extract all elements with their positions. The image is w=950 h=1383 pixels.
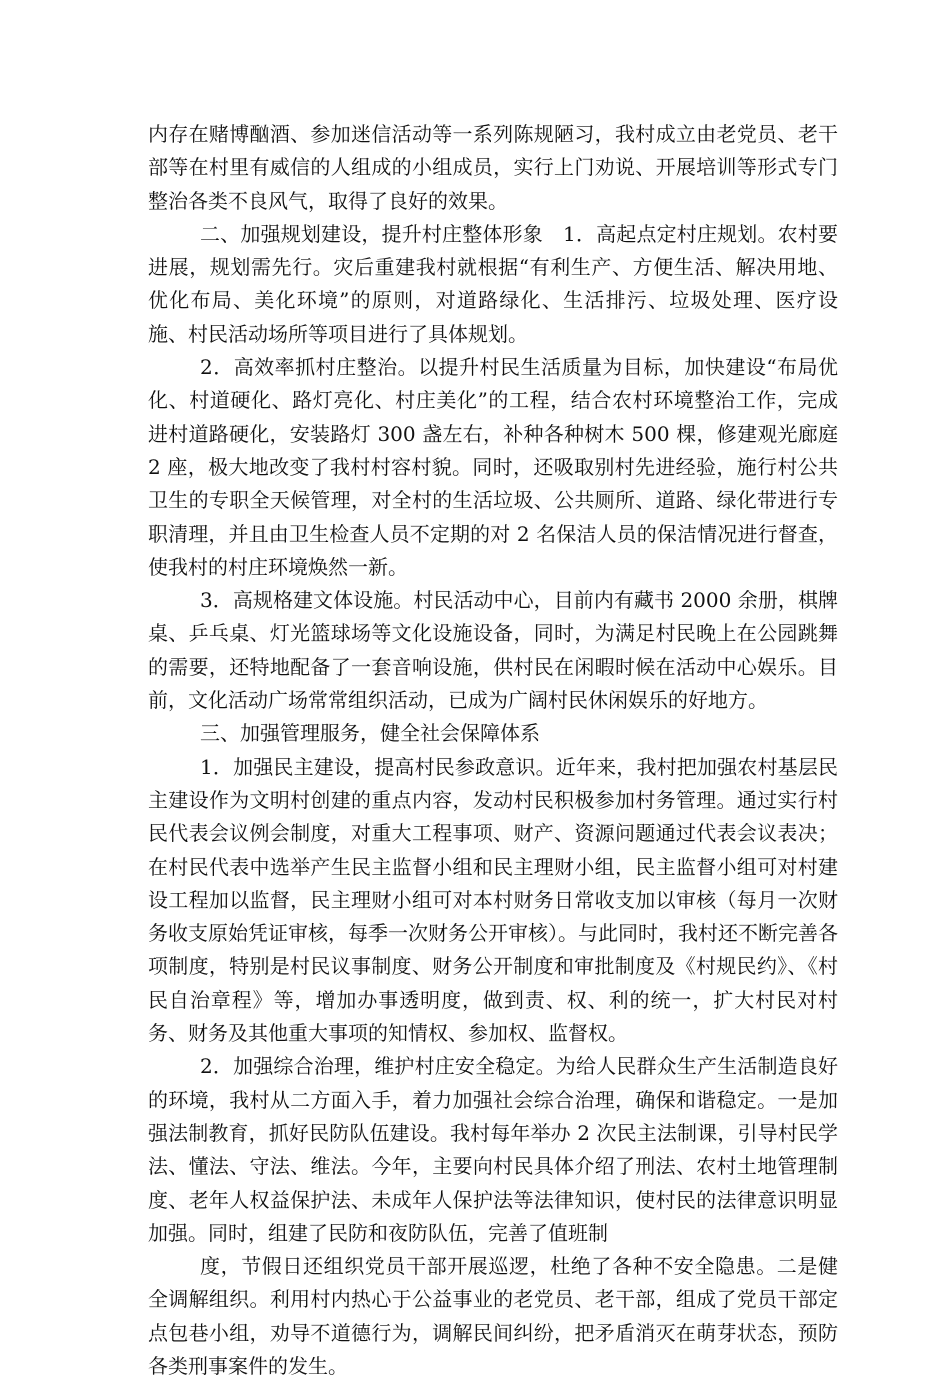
paragraph-section-two-planning: 二、加强规划建设，提升村庄整体形象 1．高起点定村庄规划。农村要进展，规划需先行。灾后重建我村就根据“有利生产、方便生活、解决用地、优化布局、美化环境”的原则，对道路绿化、生活排污、垃圾处理、医疗设施、村民活动场所等项目进行了具体规划。 bbox=[148, 221, 838, 346]
paragraph-intro: 内存在赌博酗酒、参加迷信活动等一系列陈规陋习，我村成立由老党员、老干部等在村里有威信的人组成的小组成员，实行上门劝说、开展培训等形式专门整治各类不良风气，取得了良好的效果。 bbox=[148, 122, 838, 213]
paragraph-village-renovation: 2．高效率抓村庄整治。以提升村民生活质量为目标，加快建设“布局优化、村道硬化、路灯亮化、村庄美化”的工程，结合农村环境整治工作，完成进村道路硬化，安装路灯 300 盏左右，补种各种树木 500 棵，修建观光廊庭 2 座，极大地改变了我村村容村貌。同时，还吸取别村先进经验，施行村公共卫生的专职全天候管理，对全村的生活垃圾、公共厕所、道路、绿化带进行专职清理，并且由卫生检查人员不定期的对 2 名保洁人员的保洁情况进行督查，使我村的村庄环境焕然一新。 bbox=[148, 355, 838, 579]
document-page bbox=[148, 118, 838, 1383]
paragraph-security: 2．加强综合治理，维护村庄安全稳定。为给人民群众生产生活制造良好的环境，我村从二方面入手，着力加强社会综合治理，确保和谐稳定。一是加强法制教育，抓好民防队伍建设。我村每年举办 2 次民主法制课，引导村民学法、懂法、守法、维法。今年，主要向村民具体介绍了刑法、农村土地管理制度、老年人权益保护法、未成年人保护法等法律知识，使村民的法律意识明显加强。同时，组建了民防和夜防队伍，完善了值班制 bbox=[148, 1054, 838, 1245]
section-heading-management: 三、加强管理服务，健全社会保障体系 bbox=[200, 721, 540, 746]
paragraph-democracy: 1．加强民主建设，提高村民参政意识。近年来，我村把加强农村基层民主建设作为文明村创建的重点内容，发动村民积极参加村务管理。通过实行村民代表会议例会制度，对重大工程事项、财产、资源问题通过代表会议表决；在村民代表中选举产生民主监督小组和民主理财小组，民主监督小组可对村建设工程加以监督，民主理财小组可对本村财务日常收支加以审核（每月一次财务收支原始凭证审核，每季一次财务公开审核）。与此同时，我村还不断完善各项制度，特别是村民议事制度、财务公开制度和审批制度及《村规民约》、《村民自治章程》等，增加办事透明度，做到责、权、利的统一，扩大村民对村务、财务及其他重大事项的知情权、参加权、监督权。 bbox=[148, 754, 838, 1046]
paragraph-cultural-facilities: 3．高规格建文体设施。村民活动中心，目前内有藏书 2000 余册，棋牌桌、乒乓桌、灯光篮球场等文化设施设备，同时，为满足村民晚上在公园跳舞的需要，还特地配备了一套音响设施，供村民在闲暇时候在活动中心娱乐。目前，文化活动广场常常组织活动，已成为广阔村民休闲娱乐的好地方。 bbox=[148, 588, 838, 713]
paragraph-mediation: 度，节假日还组织党员干部开展巡逻，杜绝了各种不安全隐患。二是健全调解组织。利用村内热心于公益事业的老党员、老干部，组成了党员干部定点包巷小组，劝导不道德行为，调解民间纠纷，把矛盾消灭在萌芽状态，预防各类刑事案件的发生。 bbox=[148, 1254, 838, 1378]
